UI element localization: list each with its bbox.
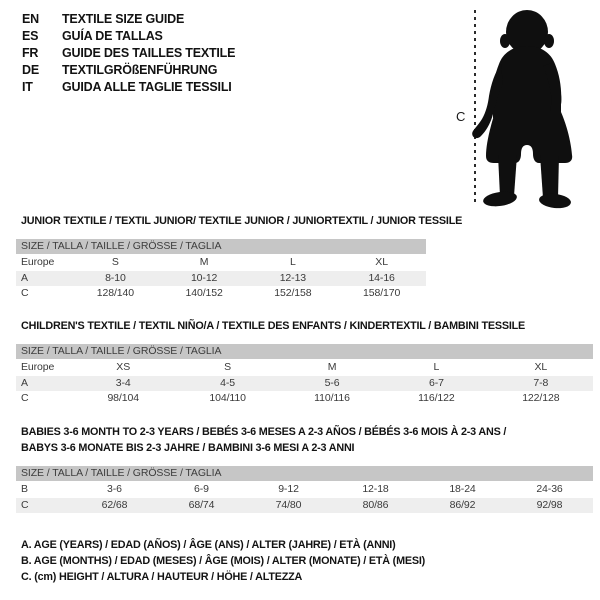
- row-label-cell: C: [21, 498, 29, 511]
- size-value-cell: 62/68: [101, 498, 128, 511]
- guide-title: TEXTILE SIZE GUIDE: [62, 12, 185, 26]
- size-value-cell: 10-12: [190, 271, 218, 284]
- language-code: IT: [22, 80, 33, 94]
- babies-size-table: [16, 424, 593, 513]
- size-value-cell: 7-8: [533, 376, 549, 389]
- table-row: [16, 498, 593, 514]
- children-size-table: [16, 318, 593, 407]
- size-value-cell: 110/116: [314, 392, 350, 404]
- baby-silhouette-icon: [455, 0, 600, 215]
- size-value-cell: 98/104: [107, 392, 139, 404]
- table-title: [21, 318, 593, 334]
- table-title-line: BABYS 3-6 MONATE BIS 2-3 JAHRE / BAMBINI 3-6 MESI A 2-3 ANNI: [21, 442, 355, 454]
- height-label: C: [456, 109, 466, 124]
- table-title: [21, 213, 463, 229]
- language-code: ES: [22, 29, 39, 43]
- table-row: [16, 271, 426, 287]
- guide-title: GUIDA ALLE TAGLIE TESSILI: [62, 80, 232, 94]
- size-value-cell: 116/122: [418, 392, 455, 404]
- language-code: FR: [22, 46, 39, 60]
- row-label-cell: Europe: [21, 361, 55, 373]
- size-value-cell: 8-10: [105, 271, 126, 284]
- size-value-cell: 152/158: [274, 287, 312, 299]
- footnote-age-years: A. AGE (YEARS) / EDAD (AÑOS) / ÂGE (ANS) / ALTER (JAHRE) / ETÀ (ANNI): [21, 539, 396, 551]
- row-label-cell: A: [21, 376, 28, 389]
- table-title-line: CHILDREN'S TEXTILE / TEXTIL NIÑO/A / TEXTILE DES ENFANTS / KINDERTEXTIL / BAMBINI TESSILE: [21, 320, 526, 332]
- size-value-cell: 74/80: [275, 498, 302, 511]
- size-value-cell: 4-5: [220, 376, 236, 389]
- table-row: [16, 286, 426, 302]
- size-value-cell: 140/152: [185, 287, 223, 299]
- size-value-cell: XL: [375, 256, 388, 268]
- footnote-age-months: B. AGE (MONTHS) / EDAD (MESES) / ÂGE (MOIS) / ALTER (MONATE) / ETÀ (MESI): [21, 555, 426, 567]
- baby-figure-icon: [472, 10, 572, 210]
- guide-title: GUÍA DE TALLAS: [62, 29, 163, 43]
- footnote-height-cm: C. (cm) HEIGHT / ALTURA / HAUTEUR / HÖHE / ALTEZZA: [21, 571, 303, 583]
- size-value-cell: L: [290, 256, 296, 268]
- size-value-cell: 80/86: [362, 498, 389, 511]
- size-value-cell: XL: [534, 361, 548, 373]
- size-value-cell: 18-24: [449, 483, 476, 495]
- table-row: [16, 391, 593, 407]
- language-row: [22, 62, 235, 79]
- size-value-cell: 14-16: [368, 271, 395, 284]
- guide-title: TEXTILGRÖßENFÜHRUNG: [62, 63, 218, 77]
- language-row: [22, 45, 235, 62]
- row-label-cell: A: [21, 271, 28, 284]
- row-label-cell: C: [21, 392, 29, 404]
- size-value-cell: 104/110: [209, 392, 246, 404]
- size-header-bar: SIZE / TALLA / TAILLE / GRÖSSE / TAGLIA: [16, 239, 426, 254]
- row-label-cell: C: [21, 287, 29, 299]
- size-value-cell: 5-6: [324, 376, 340, 389]
- size-value-cell: L: [433, 361, 440, 373]
- table-row: [16, 376, 593, 392]
- size-header-bar: SIZE / TALLA / TAILLE / GRÖSSE / TAGLIA: [16, 344, 593, 359]
- language-row: [22, 79, 235, 96]
- language-row: [22, 28, 235, 45]
- size-value-cell: 158/170: [362, 287, 401, 299]
- size-value-cell: XS: [116, 361, 131, 373]
- size-value-cell: 122/128: [522, 392, 560, 404]
- size-value-cell: M: [327, 361, 337, 373]
- guide-title: GUIDE DES TAILLES TEXTILE: [62, 46, 236, 60]
- size-value-cell: S: [224, 361, 232, 373]
- table-row: [16, 482, 593, 498]
- language-row: [22, 11, 235, 28]
- table-title: [21, 424, 593, 456]
- size-value-cell: 6-9: [194, 483, 209, 495]
- size-header-bar: SIZE / TALLA / TAILLE / GRÖSSE / TAGLIA: [16, 466, 593, 481]
- table-row: [16, 255, 426, 271]
- size-value-cell: 68/74: [188, 498, 215, 511]
- row-label-cell: Europe: [21, 256, 55, 268]
- language-code: EN: [22, 12, 39, 26]
- size-value-cell: 12-13: [279, 271, 307, 284]
- size-value-cell: 128/140: [96, 287, 134, 299]
- row-label-cell: B: [21, 483, 28, 495]
- size-value-cell: 12-18: [362, 483, 389, 495]
- language-code: DE: [22, 63, 39, 77]
- table-title-line: BABIES 3-6 MONTH TO 2-3 YEARS / BEBÉS 3-6 MESES A 2-3 AÑOS / BÉBÉS 3-6 MOIS À 2-3 ANS /: [21, 426, 507, 438]
- size-value-cell: 9-12: [278, 483, 299, 495]
- size-value-cell: 6-7: [428, 376, 444, 389]
- table-row: [16, 360, 593, 376]
- size-value-cell: 3-6: [107, 483, 122, 495]
- size-value-cell: 92/98: [536, 498, 563, 511]
- size-value-cell: S: [111, 256, 119, 268]
- size-value-cell: M: [199, 256, 209, 268]
- size-value-cell: 86/92: [449, 498, 476, 511]
- table-title-line: JUNIOR TEXTILE / TEXTIL JUNIOR/ TEXTILE JUNIOR / JUNIORTEXTIL / JUNIOR TESSILE: [21, 215, 463, 227]
- legend-footnotes: [21, 537, 425, 585]
- size-value-cell: 24-36: [536, 483, 563, 495]
- size-value-cell: 3-4: [115, 376, 131, 389]
- junior-size-table: [16, 213, 463, 302]
- language-title-list: [22, 11, 235, 96]
